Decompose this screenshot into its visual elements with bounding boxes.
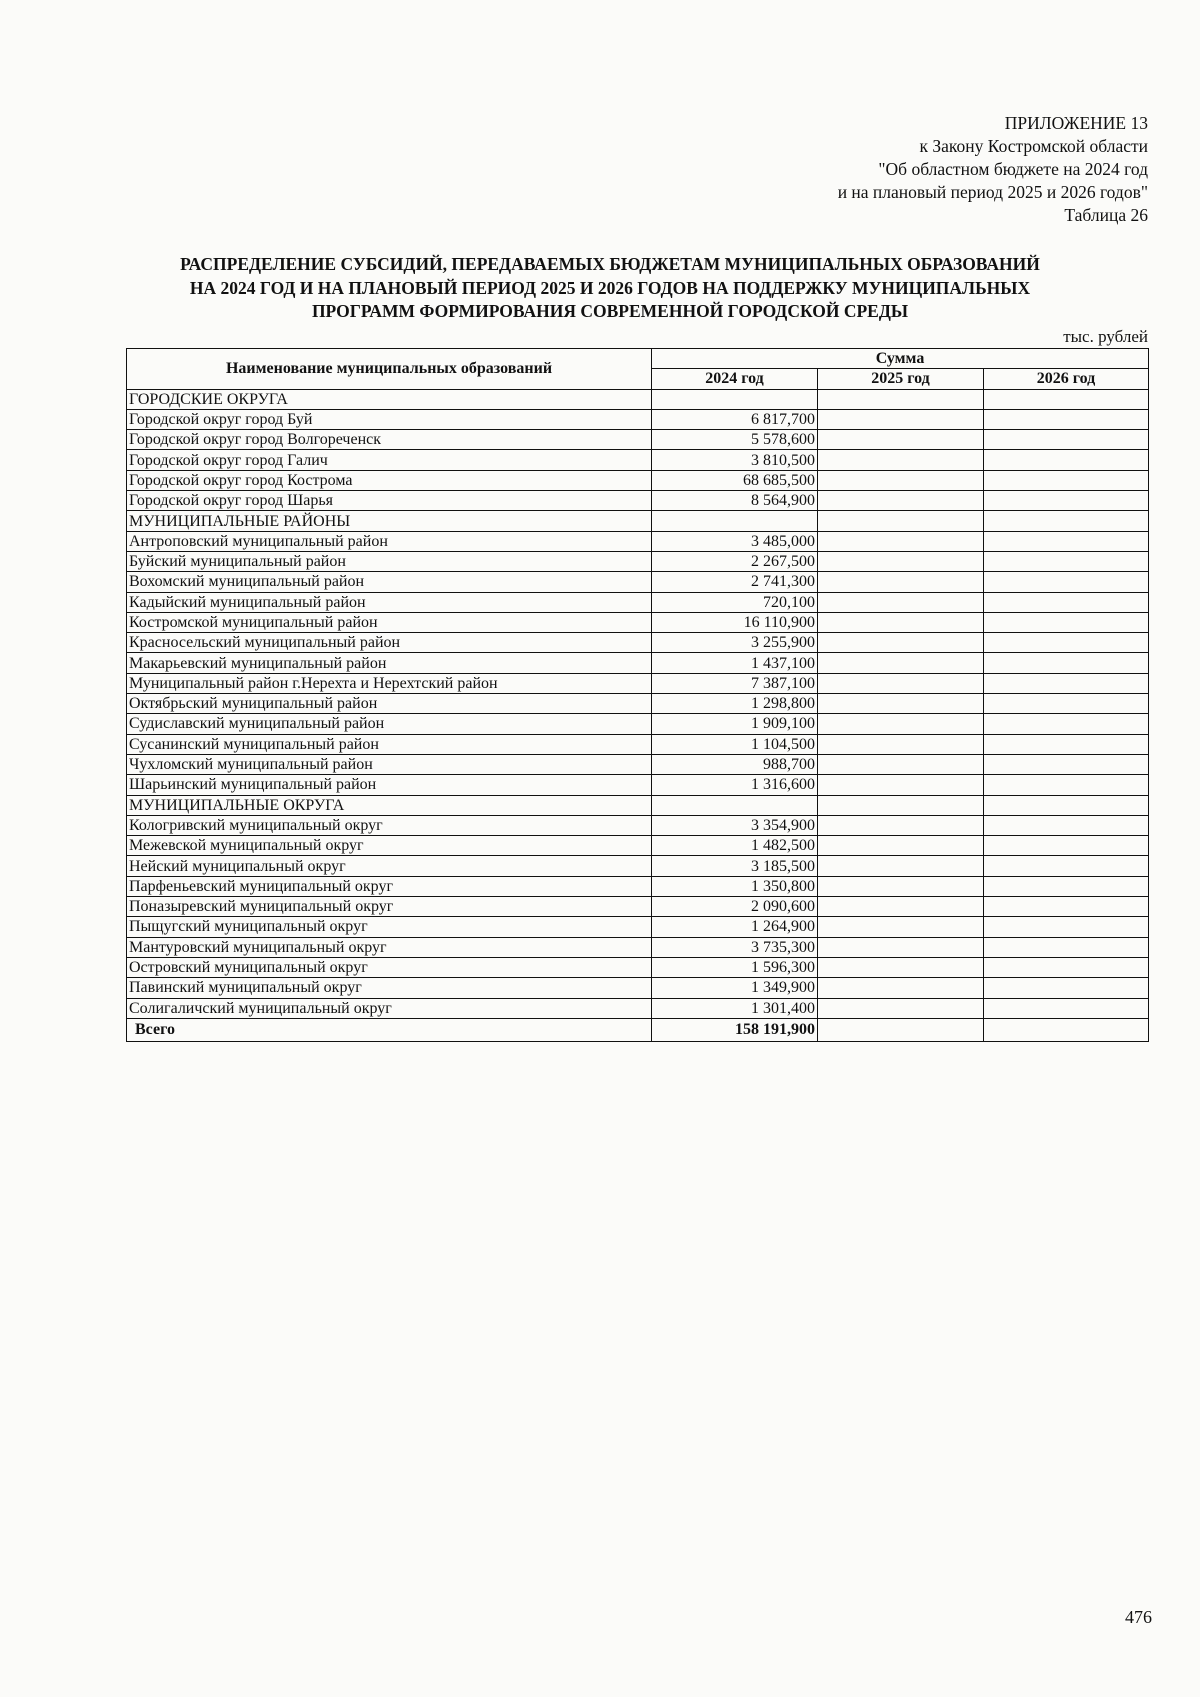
table-row xyxy=(127,612,1149,632)
value-2024-cell: 1 264,900 xyxy=(652,917,818,937)
annex-line: Таблица 26 xyxy=(1064,205,1148,225)
value-2026-cell xyxy=(984,1018,1149,1041)
column-header-sum: Сумма xyxy=(652,349,1149,369)
row-name-cell: Макарьевский муниципальный район xyxy=(127,653,652,673)
value-2024-cell: 1 482,500 xyxy=(652,836,818,856)
units-label: тыс. рублей xyxy=(1063,327,1148,346)
row-name-cell: Нейский муниципальный округ xyxy=(127,856,652,876)
value-2024-cell: 3 735,300 xyxy=(652,937,818,957)
value-2026-cell xyxy=(984,572,1149,592)
value-2026-cell xyxy=(984,592,1149,612)
value-2025-cell xyxy=(818,653,984,673)
value-2026-cell xyxy=(984,937,1149,957)
row-name-cell: Солигаличский муниципальный округ xyxy=(127,998,652,1018)
value-2024-cell: 1 298,800 xyxy=(652,694,818,714)
value-2026-cell xyxy=(984,450,1149,470)
value-2024-cell: 2 741,300 xyxy=(652,572,818,592)
value-2025-cell xyxy=(818,633,984,653)
row-name-cell: Октябрьский муниципальный район xyxy=(127,694,652,714)
row-name-cell: Антроповский муниципальный район xyxy=(127,531,652,551)
value-2025-cell xyxy=(818,734,984,754)
value-2024-cell: 3 810,500 xyxy=(652,450,818,470)
value-2025-cell xyxy=(818,612,984,632)
value-2024-cell: 3 185,500 xyxy=(652,856,818,876)
value-2026-cell xyxy=(984,978,1149,998)
row-name-cell: Городской округ город Галич xyxy=(127,450,652,470)
column-header-name: Наименование муниципальных образований xyxy=(127,349,652,390)
table-row xyxy=(127,572,1149,592)
table-row xyxy=(127,450,1149,470)
value-2026-cell xyxy=(984,389,1149,409)
row-name-cell: Судиславский муниципальный район xyxy=(127,714,652,734)
row-name-cell: Красносельский муниципальный район xyxy=(127,633,652,653)
value-2025-cell xyxy=(818,957,984,977)
table-row xyxy=(127,978,1149,998)
value-2026-cell xyxy=(984,917,1149,937)
row-name-cell: Поназыревский муниципальный округ xyxy=(127,897,652,917)
row-name-cell: Муниципальный район г.Нерехта и Нерехтский район xyxy=(127,673,652,693)
value-2024-cell xyxy=(652,511,818,531)
table-row xyxy=(127,957,1149,977)
value-2024-cell: 68 685,500 xyxy=(652,470,818,490)
value-2026-cell xyxy=(984,815,1149,835)
table-row xyxy=(127,491,1149,511)
table-row xyxy=(127,673,1149,693)
column-header-2025: 2025 год xyxy=(818,369,984,389)
table-row xyxy=(127,409,1149,429)
page-number: 476 xyxy=(1125,1607,1152,1627)
value-2025-cell xyxy=(818,531,984,551)
annex-line: "Об областном бюджете на 2024 год xyxy=(878,159,1148,179)
column-header-2024: 2024 год xyxy=(652,369,818,389)
value-2025-cell xyxy=(818,978,984,998)
value-2024-cell: 988,700 xyxy=(652,754,818,774)
value-2024-cell: 3 485,000 xyxy=(652,531,818,551)
subsidy-table xyxy=(126,348,1149,1042)
row-name-cell: Костромской муниципальный район xyxy=(127,612,652,632)
value-2024-cell: 1 349,900 xyxy=(652,978,818,998)
value-2026-cell xyxy=(984,409,1149,429)
table-row xyxy=(127,551,1149,571)
table-row xyxy=(127,653,1149,673)
value-2026-cell xyxy=(984,754,1149,774)
value-2024-cell: 2 267,500 xyxy=(652,551,818,571)
section-row xyxy=(127,795,1149,815)
value-2024-cell: 1 596,300 xyxy=(652,957,818,977)
row-name-cell: Городской округ город Волгореченск xyxy=(127,430,652,450)
value-2025-cell xyxy=(818,430,984,450)
title-line: НА 2024 ГОД И НА ПЛАНОВЫЙ ПЕРИОД 2025 И 2026 ГОДОВ НА ПОДДЕРЖКУ МУНИЦИПАЛЬНЫХ xyxy=(189,277,1031,298)
row-name-cell: Городской округ город Шарья xyxy=(127,491,652,511)
value-2024-cell: 1 301,400 xyxy=(652,998,818,1018)
row-name-cell: Городской округ город Буй xyxy=(127,409,652,429)
value-2025-cell xyxy=(818,754,984,774)
annex-line: и на плановый период 2025 и 2026 годов" xyxy=(837,182,1148,202)
row-name-cell: Вохомский муниципальный район xyxy=(127,572,652,592)
row-name-cell: МУНИЦИПАЛЬНЫЕ ОКРУГА xyxy=(127,795,652,815)
value-2025-cell xyxy=(818,897,984,917)
table-row xyxy=(127,694,1149,714)
row-name-cell: Парфеньевский муниципальный округ xyxy=(127,876,652,896)
row-name-cell: Павинский муниципальный округ xyxy=(127,978,652,998)
value-2025-cell xyxy=(818,572,984,592)
value-2026-cell xyxy=(984,856,1149,876)
table-body xyxy=(127,389,1149,1041)
total-row xyxy=(127,1018,1149,1041)
value-2024-cell: 6 817,700 xyxy=(652,409,818,429)
value-2024-cell: 3 255,900 xyxy=(652,633,818,653)
row-name-cell: Кадыйский муниципальный район xyxy=(127,592,652,612)
value-2026-cell xyxy=(984,876,1149,896)
row-name-cell: Городской округ город Кострома xyxy=(127,470,652,490)
annex-line: ПРИЛОЖЕНИЕ 13 xyxy=(1004,113,1148,133)
row-name-cell: МУНИЦИПАЛЬНЫЕ РАЙОНЫ xyxy=(127,511,652,531)
row-name-cell: Всего xyxy=(127,1018,652,1041)
column-header-2026: 2026 год xyxy=(984,369,1149,389)
value-2026-cell xyxy=(984,836,1149,856)
value-2024-cell: 1 350,800 xyxy=(652,876,818,896)
title-line: РАСПРЕДЕЛЕНИЕ СУБСИДИЙ, ПЕРЕДАВАЕМЫХ БЮДЖЕТАМ МУНИЦИПАЛЬНЫХ ОБРАЗОВАНИЙ xyxy=(180,254,1040,274)
row-name-cell: Межевской муниципальный округ xyxy=(127,836,652,856)
table-row xyxy=(127,470,1149,490)
table-row xyxy=(127,876,1149,896)
table-row xyxy=(127,917,1149,937)
table-row xyxy=(127,836,1149,856)
value-2025-cell xyxy=(818,856,984,876)
value-2024-cell: 8 564,900 xyxy=(652,491,818,511)
value-2026-cell xyxy=(984,531,1149,551)
row-name-cell: Шарьинский муниципальный район xyxy=(127,775,652,795)
value-2024-cell: 1 104,500 xyxy=(652,734,818,754)
table-row xyxy=(127,897,1149,917)
document-title xyxy=(110,253,1110,324)
value-2026-cell xyxy=(984,511,1149,531)
annex-header xyxy=(588,112,1148,227)
value-2026-cell xyxy=(984,673,1149,693)
value-2024-cell xyxy=(652,795,818,815)
value-2025-cell xyxy=(818,1018,984,1041)
table-row xyxy=(127,633,1149,653)
table-row xyxy=(127,815,1149,835)
value-2026-cell xyxy=(984,714,1149,734)
value-2026-cell xyxy=(984,653,1149,673)
value-2024-cell: 2 090,600 xyxy=(652,897,818,917)
value-2026-cell xyxy=(984,551,1149,571)
value-2026-cell xyxy=(984,795,1149,815)
row-name-cell: Чухломский муниципальный район xyxy=(127,754,652,774)
row-name-cell: Островский муниципальный округ xyxy=(127,957,652,977)
row-name-cell: Сусанинский муниципальный район xyxy=(127,734,652,754)
value-2025-cell xyxy=(818,795,984,815)
table-row xyxy=(127,998,1149,1018)
table-row xyxy=(127,734,1149,754)
value-2024-cell xyxy=(652,389,818,409)
table-row xyxy=(127,856,1149,876)
row-name-cell: Мантуровский муниципальный округ xyxy=(127,937,652,957)
value-2025-cell xyxy=(818,714,984,734)
row-name-cell: Пыщугский муниципальный округ xyxy=(127,917,652,937)
value-2025-cell xyxy=(818,937,984,957)
value-2025-cell xyxy=(818,409,984,429)
table-row xyxy=(127,592,1149,612)
value-2026-cell xyxy=(984,612,1149,632)
table-row xyxy=(127,775,1149,795)
value-2024-cell: 16 110,900 xyxy=(652,612,818,632)
value-2025-cell xyxy=(818,673,984,693)
section-row xyxy=(127,389,1149,409)
value-2026-cell xyxy=(984,734,1149,754)
value-2026-cell xyxy=(984,694,1149,714)
row-name-cell: Кологривский муниципальный округ xyxy=(127,815,652,835)
table-row xyxy=(127,937,1149,957)
value-2025-cell xyxy=(818,917,984,937)
value-2026-cell xyxy=(984,957,1149,977)
table-row xyxy=(127,430,1149,450)
value-2026-cell xyxy=(984,430,1149,450)
row-name-cell: ГОРОДСКИЕ ОКРУГА xyxy=(127,389,652,409)
section-row xyxy=(127,511,1149,531)
table-row xyxy=(127,531,1149,551)
value-2026-cell xyxy=(984,470,1149,490)
value-2025-cell xyxy=(818,998,984,1018)
value-2025-cell xyxy=(818,694,984,714)
value-2025-cell xyxy=(818,389,984,409)
value-2025-cell xyxy=(818,470,984,490)
value-2024-cell: 1 909,100 xyxy=(652,714,818,734)
value-2025-cell xyxy=(818,876,984,896)
value-2025-cell xyxy=(818,491,984,511)
value-2024-cell: 720,100 xyxy=(652,592,818,612)
title-line: ПРОГРАММ ФОРМИРОВАНИЯ СОВРЕМЕННОЙ ГОРОДСКОЙ СРЕДЫ xyxy=(311,301,909,321)
value-2024-cell: 1 316,600 xyxy=(652,775,818,795)
row-name-cell: Буйский муниципальный район xyxy=(127,551,652,571)
value-2024-cell: 1 437,100 xyxy=(652,653,818,673)
value-2026-cell xyxy=(984,775,1149,795)
table-row xyxy=(127,754,1149,774)
value-2025-cell xyxy=(818,815,984,835)
value-2025-cell xyxy=(818,836,984,856)
value-2025-cell xyxy=(818,551,984,571)
value-2024-cell: 5 578,600 xyxy=(652,430,818,450)
value-2026-cell xyxy=(984,491,1149,511)
value-2024-cell: 158 191,900 xyxy=(652,1018,818,1041)
value-2024-cell: 7 387,100 xyxy=(652,673,818,693)
value-2026-cell xyxy=(984,633,1149,653)
value-2026-cell xyxy=(984,897,1149,917)
value-2025-cell xyxy=(818,450,984,470)
table-row xyxy=(127,714,1149,734)
value-2024-cell: 3 354,900 xyxy=(652,815,818,835)
value-2026-cell xyxy=(984,998,1149,1018)
value-2025-cell xyxy=(818,511,984,531)
value-2025-cell xyxy=(818,775,984,795)
value-2025-cell xyxy=(818,592,984,612)
annex-line: к Закону Костромской области xyxy=(919,136,1148,156)
